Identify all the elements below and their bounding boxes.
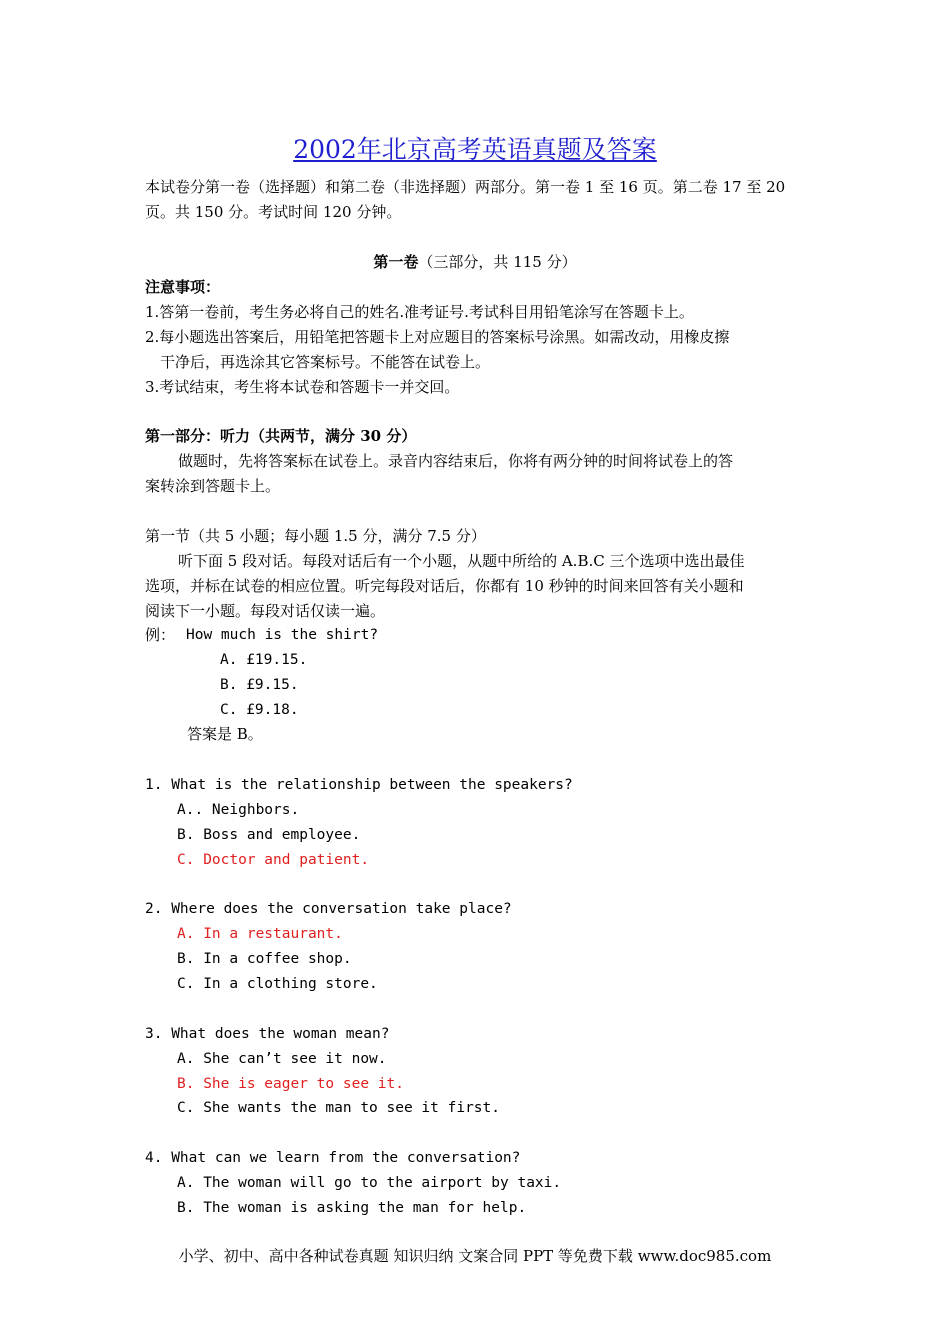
question-1: 1. What is the relationship between the speakers? bbox=[145, 777, 573, 793]
part1-instructions-line1: 做题时，先将答案标在试卷上。录音内容结束后，你将有两分钟的时间将试卷上的答 bbox=[178, 452, 734, 470]
note-item-1: 1.答第一卷前，考生务必将自己的姓名.准考证号.考试科目用铅笔涂写在答题卡上。 bbox=[145, 303, 694, 321]
question-1-option-a: A.. Neighbors. bbox=[177, 802, 300, 818]
section1-instructions-line3: 阅读下一小题。每段对话仅读一遍。 bbox=[145, 602, 386, 620]
question-4-option-a: A. The woman will go to the airport by taxi. bbox=[177, 1175, 562, 1191]
example-answer: 答案是 B。 bbox=[187, 725, 263, 743]
example-question: How much is the shirt? bbox=[186, 627, 379, 643]
note-item-2: 2.每小题选出答案后，用铅笔把答题卡上对应题目的答案标号涂黑。如需改动，用橡皮擦 bbox=[145, 328, 730, 346]
section1-instructions-line2: 选项，并标在试卷的相应位置。听完每段对话后，你都有 10 秒钟的时间来回答有关小题和 bbox=[145, 577, 744, 595]
volume1-heading-note: （三部分，共 115 分） bbox=[418, 253, 577, 271]
question-4-option-b: B. The woman is asking the man for help. bbox=[177, 1200, 527, 1216]
document-title[interactable]: 2002年北京高考英语真题及答案 bbox=[293, 135, 657, 164]
example-label: 例： bbox=[145, 626, 176, 644]
question-2-option-a: A. In a restaurant. bbox=[177, 926, 343, 942]
note-item-3: 3.考试结束，考生将本试卷和答题卡一并交回。 bbox=[145, 378, 460, 396]
question-1-option-b: B. Boss and employee. bbox=[177, 827, 361, 843]
footer-advert: 小学、初中、高中各种试卷真题 知识归纳 文案合同 PPT 等免费下载 www.doc985.com bbox=[178, 1247, 772, 1265]
part1-heading: 第一部分：听力（共两节，满分 30 分） bbox=[145, 427, 417, 445]
section1-heading: 第一节（共 5 小题；每小题 1.5 分，满分 7.5 分） bbox=[145, 527, 486, 545]
section1-instructions-line1: 听下面 5 段对话。每段对话后有一个小题，从题中所给的 A.B.C 三个选项中选出最佳 bbox=[178, 552, 745, 570]
question-3-option-b: B. She is eager to see it. bbox=[177, 1076, 404, 1092]
note-item-2-cont: 干净后，再选涂其它答案标号。不能答在试卷上。 bbox=[160, 353, 491, 371]
question-2-option-c: C. In a clothing store. bbox=[177, 976, 378, 992]
question-2-option-b: B. In a coffee shop. bbox=[177, 951, 352, 967]
question-1-option-c: C. Doctor and patient. bbox=[177, 852, 370, 868]
example-option-c: C. £9.18. bbox=[220, 702, 299, 718]
notes-heading: 注意事项： bbox=[145, 278, 221, 296]
volume1-heading-label: 第一卷 bbox=[373, 253, 419, 271]
question-3-option-a: A. She can’t see it now. bbox=[177, 1051, 387, 1067]
volume1-heading bbox=[0, 250, 950, 275]
example-option-a: A. £19.15. bbox=[220, 652, 308, 668]
example-option-b: B. £9.15. bbox=[220, 677, 299, 693]
intro-paragraph: 本试卷分第一卷（选择题）和第二卷（非选择题）两部分。第一卷 1 至 16 页。第二卷 17 至 20 页。共 150 分。考试时间 120 分钟。 bbox=[145, 178, 786, 221]
question-3-option-c: C. She wants the man to see it first. bbox=[177, 1100, 501, 1116]
question-4: 4. What can we learn from the conversation? bbox=[145, 1150, 521, 1166]
question-2: 2. Where does the conversation take place? bbox=[145, 901, 512, 917]
question-3: 3. What does the woman mean? bbox=[145, 1026, 390, 1042]
part1-instructions-line2: 案转涂到答题卡上。 bbox=[145, 477, 281, 495]
